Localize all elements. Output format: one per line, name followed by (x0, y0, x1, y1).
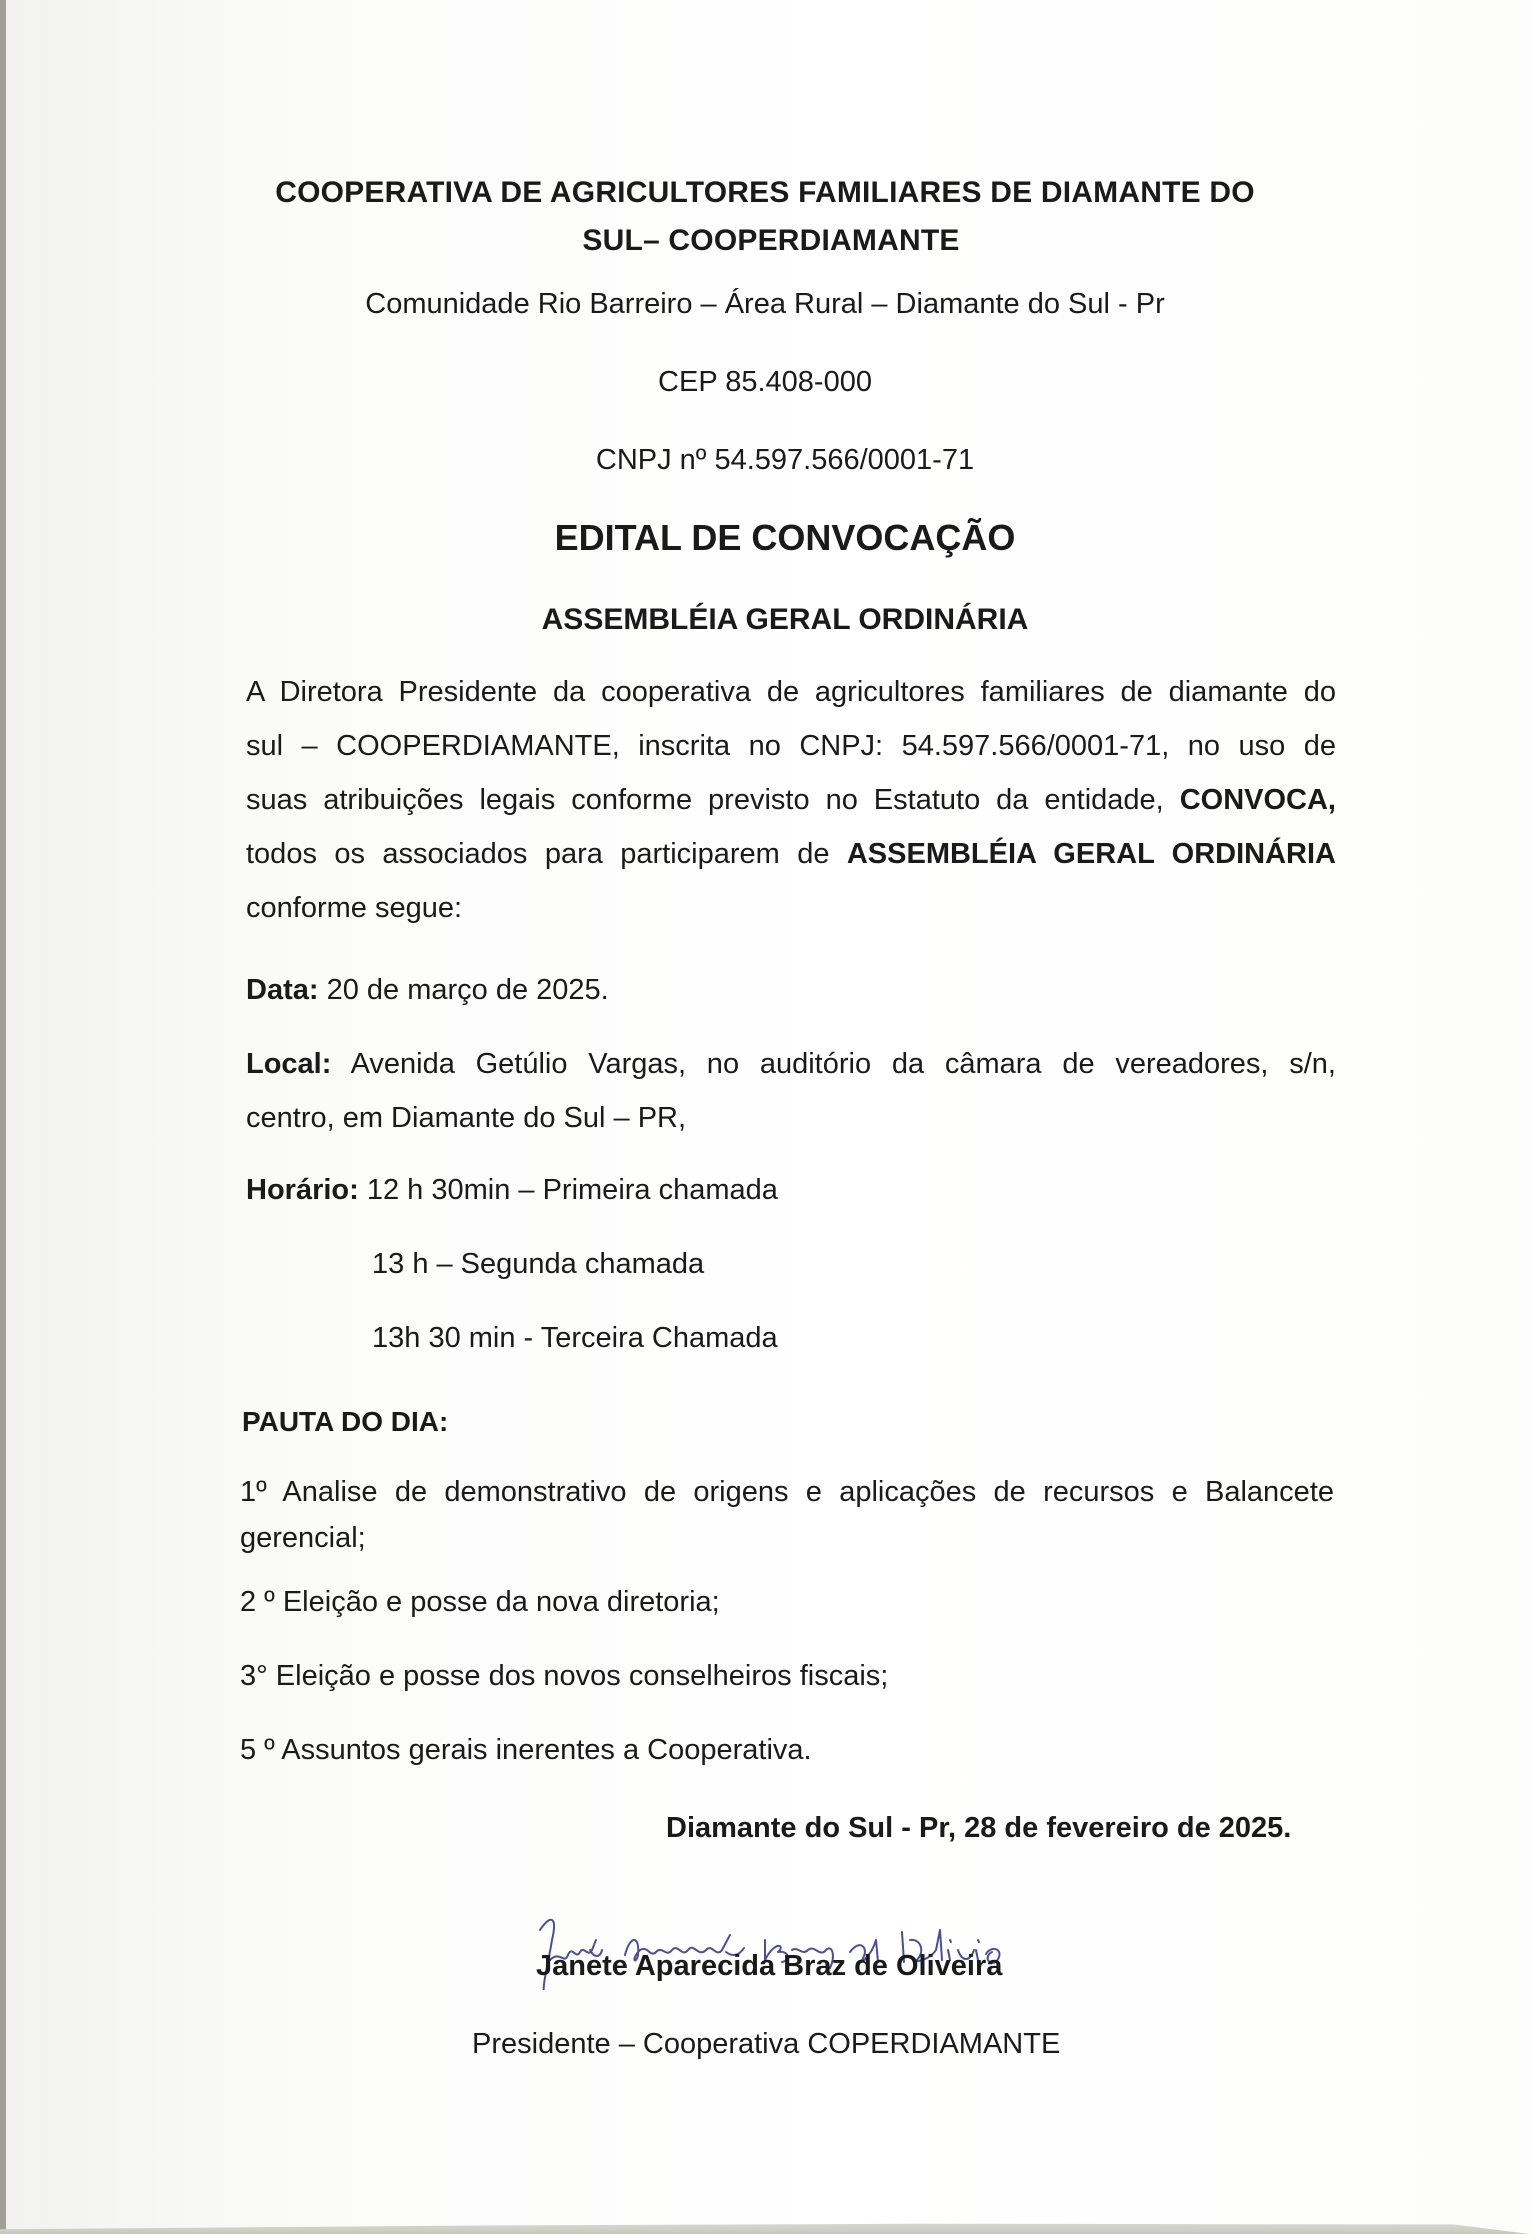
location-line-1 (246, 1044, 1336, 1098)
intro-line-1: A Diretora Presidente da cooperativa de agricultores familiares de diamante do (246, 676, 1336, 708)
intro-line-3 (246, 780, 1336, 834)
date-label: Data: (246, 974, 319, 1006)
intro-line-3-text: suas atribuições legais conforme previsto no Estatuto da entidade, (246, 784, 1180, 816)
intro-line-4-text: todos os associados para participarem de (246, 838, 847, 870)
agenda-item-1-cont: gerencial; (240, 1522, 366, 1554)
meeting-location (246, 1044, 1336, 1152)
org-address: Comunidade Rio Barreiro – Área Rural – Diamante do Sul - Pr (365, 288, 1165, 320)
intro-line-2: sul – COOPERDIAMANTE, inscrita no CNPJ: 54.597.566/0001-71, no uso de (246, 730, 1336, 762)
place-and-date: Diamante do Sul - Pr, 28 de fevereiro de 2025. (666, 1812, 1292, 1844)
paper-left-edge (0, 0, 6, 2234)
time-third-call: 13h 30 min - Terceira Chamada (372, 1322, 778, 1354)
assembly-emphasis: ASSEMBLÉIA GERAL ORDINÁRIA (846, 838, 1336, 870)
org-cnpj: CNPJ nº 54.597.566/0001-71 (595, 444, 975, 476)
org-name-line2: SUL– COOPERDIAMANTE (582, 224, 960, 257)
intro-line-5: conforme segue: (246, 892, 463, 924)
agenda-item-3: 3° Eleição e posse dos novos conselheiros fiscais; (240, 1660, 889, 1692)
time-first-call: 12 h 30min – Primeira chamada (366, 1174, 778, 1206)
signer-name: Janete Aparecida Braz de Oliveira (536, 1950, 1003, 1982)
intro-line-4 (246, 834, 1336, 888)
time-second-call: 13 h – Segunda chamada (372, 1248, 705, 1280)
local-value-line1: Avenida Getúlio Vargas, no auditório da câmara de vereadores, s/n, (331, 1048, 1336, 1080)
signer-role: Presidente – Cooperativa COPERDIAMANTE (472, 2028, 1061, 2060)
location-line-2: centro, em Diamante do Sul – PR, (246, 1102, 687, 1134)
document-title: EDITAL DE CONVOCAÇÃO (554, 517, 1016, 558)
time-label: Horário: (246, 1174, 359, 1206)
document-subtitle: ASSEMBLÉIA GERAL ORDINÁRIA (541, 603, 1029, 636)
org-name-line1: COOPERATIVA DE AGRICULTORES FAMILIARES DE DIAMANTE DO (275, 176, 1255, 209)
agenda-item-4: 5 º Assuntos gerais inerentes a Cooperativa. (240, 1734, 812, 1766)
org-cep: CEP 85.408-000 (658, 366, 872, 398)
agenda-item-1: 1º Analise de demonstrativo de origens e aplicações de recursos e Balancete (240, 1476, 1334, 1508)
meeting-date (246, 976, 609, 1005)
local-label: Local: (246, 1048, 332, 1080)
agenda-item-2: 2 º Eleição e posse da nova diretoria; (240, 1586, 720, 1618)
intro-paragraph (246, 672, 1336, 942)
convoca-emphasis: CONVOCA, (1179, 784, 1336, 816)
meeting-time-first (246, 1176, 778, 1205)
agenda-heading: PAUTA DO DIA: (242, 1406, 449, 1437)
date-value: 20 de março de 2025. (318, 974, 609, 1006)
